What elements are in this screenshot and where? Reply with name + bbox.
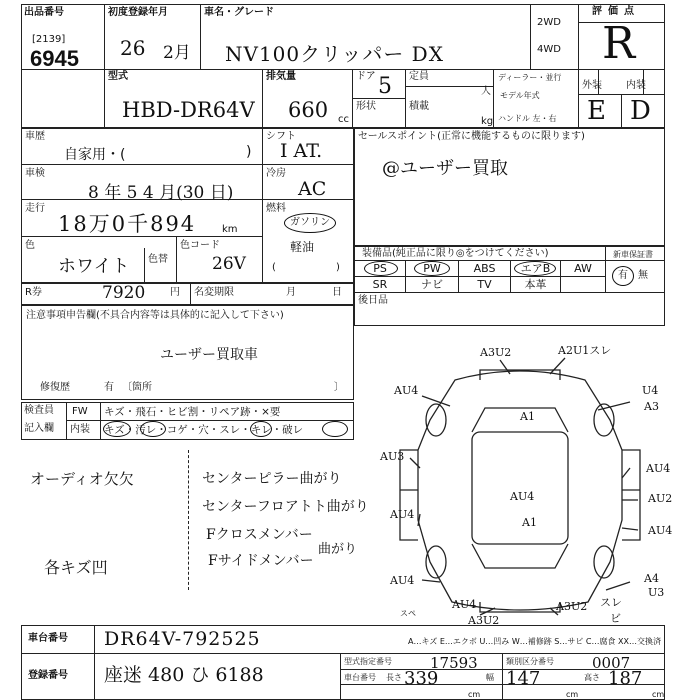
score-label: 評価点 — [592, 6, 640, 17]
fuel-diesel: 軽油 — [290, 240, 315, 254]
inspector-label-2: 記入欄 — [24, 423, 54, 434]
remark-center-floor: センターフロアトト曲がり — [202, 499, 369, 515]
mark-bi-rear: ビ — [610, 612, 621, 625]
chassis-label: 車台番号 — [28, 633, 68, 644]
fuel-gasoline: ガソリン — [290, 217, 330, 228]
damage-legend: A…キズ E…エクボ U…凹み W…補修跡 S…サビ C…腐食 XX…交換済 — [408, 637, 662, 646]
car-roof-outline — [472, 432, 568, 544]
mark-au3-left-door: AU3 — [380, 450, 405, 463]
repair-label: 修復歴 — [40, 382, 70, 393]
remark-center-pillar: センターピラー曲がり — [202, 471, 342, 487]
car-right-doors-outline — [622, 450, 640, 540]
color-code-label: 色コード — [180, 240, 220, 251]
ac-value: AC — [298, 178, 327, 200]
shift-value: I AT. — [280, 140, 323, 162]
mark-au4-front-left: AU4 — [394, 384, 419, 397]
mark-au2-right-rear-door: AU2 — [648, 492, 673, 505]
recycle-unit: 円 — [170, 287, 180, 298]
sales-point-text: @ユーザー買取 — [382, 158, 508, 179]
car-name-label: 車名・グレード — [204, 7, 274, 18]
fw-items: キズ・飛石・ヒビ割・リペア跡・×要 — [104, 406, 281, 418]
repair-has: 有 — [104, 382, 114, 393]
remark-audio: オーディオ欠欠 — [30, 470, 134, 488]
inspector-label-1: 検査員 — [24, 405, 54, 416]
fuel-label: 燃料 — [266, 203, 286, 214]
remark-bent: 曲がり — [318, 542, 358, 557]
mark-a3u2-front: A3U2 — [480, 346, 512, 359]
equip-pw-circle — [414, 261, 450, 276]
plate-label: 登録番号 — [28, 670, 68, 681]
mark-au4-rear-left: AU4 — [452, 598, 477, 611]
remark-f-cross-member: Fクロスメンバー — [206, 527, 313, 543]
mark-a1-hood: A1 — [520, 410, 535, 423]
equip-airbag-circle — [514, 261, 556, 276]
handle-label: ハンドル 左・右 — [498, 114, 557, 123]
height-label: 高さ — [584, 673, 600, 682]
displacement-label: 排気量 — [266, 71, 296, 82]
interior-label: 内装 — [626, 80, 646, 91]
cc-unit: cc — [338, 114, 349, 125]
mark-u3-right-rear: U3 — [648, 586, 665, 599]
remark-f-side-member: Fサイドメンバー — [208, 553, 314, 569]
chassis-value: DR64V-792525 — [104, 628, 261, 650]
name-change-day: 日 — [332, 287, 342, 298]
reg-date-label: 初度登録年月 — [108, 7, 168, 18]
type-number-label: 型式指定番号 — [344, 657, 392, 666]
interior-scratch-circle — [103, 421, 131, 437]
equip-tv: TV — [477, 278, 492, 291]
plate-value: 座迷 480 ひ 6188 — [104, 664, 264, 686]
height-value: 187 — [608, 668, 643, 689]
color-value: ホワイト — [58, 256, 130, 277]
sales-point-block — [354, 128, 665, 246]
equip-pw: PW — [423, 262, 441, 275]
recycle-label: R券 — [25, 287, 42, 298]
mark-au4-left-quarter: AU4 — [390, 574, 415, 587]
lot-number: 6945 — [30, 46, 79, 71]
drive-4wd: 4WD — [537, 44, 561, 55]
length-value: 339 — [404, 668, 439, 689]
name-change-month: 月 — [286, 287, 296, 298]
model-year-label: モデル年式 — [500, 91, 540, 100]
equip-aw: AW — [574, 262, 592, 275]
lot-label: 出品番号 — [24, 7, 64, 18]
class-number-label: 類別区分番号 — [506, 657, 554, 666]
mark-a3u2-rear-right: A3U2 — [556, 600, 588, 613]
car-damage-diagram — [360, 340, 680, 630]
equipment-label: 装備品(純正品に限り◎をつけてください) — [362, 248, 549, 259]
repair-close: 〕 — [334, 382, 344, 393]
model-code: HBD-DR64V — [122, 98, 255, 122]
type-number: 17593 — [430, 654, 478, 672]
history-close: ) — [246, 144, 252, 160]
length-label: 長さ — [386, 673, 402, 682]
reg-month: 2月 — [163, 43, 191, 63]
history-value: 自家用・( — [64, 147, 126, 163]
notes-text: ユーザー買取車 — [160, 347, 258, 363]
capacity-unit: 人 — [481, 86, 491, 97]
car-rear-window-outline — [472, 544, 568, 568]
mark-a3u2-rear: A3U2 — [468, 614, 500, 627]
warranty-yes: 有 — [618, 270, 628, 281]
mark-spare: スペ — [400, 609, 416, 618]
warranty-no: 無 — [638, 270, 648, 281]
overall-score: R — [602, 18, 636, 69]
interior-check-label: 内装 — [70, 424, 90, 435]
mark-a4-right-rear: A4 — [644, 572, 659, 585]
width-value: 147 — [506, 668, 541, 689]
mark-u4-front-right: U4 — [642, 384, 659, 397]
car-name: NV100クリッパー DX — [225, 42, 444, 66]
name-change-label: 名変期限 — [194, 287, 234, 298]
recycle-value: 7920 — [102, 283, 146, 303]
mark-wear-rear: スレ — [600, 596, 622, 609]
exterior-score: E — [587, 96, 606, 126]
mark-a2u1-wear: A2U1スレ — [558, 344, 612, 357]
mark-a1-rear-roof: A1 — [522, 516, 537, 529]
drive-2wd: 2WD — [537, 17, 561, 28]
load-label: 積載 — [409, 101, 429, 112]
recycle-row — [21, 283, 354, 305]
shape-label: 形状 — [356, 101, 376, 112]
width-label: 幅 — [486, 673, 494, 682]
interior-items: キズ・汚レ・コゲ・穴・スレ・キレ・破レ — [104, 424, 304, 436]
history-label: 車歴 — [25, 131, 45, 142]
mileage-label: 走行 — [25, 203, 45, 214]
displacement-value: 660 — [288, 98, 329, 122]
door-count: 5 — [378, 74, 392, 99]
notes-label: 注意事項申告欄(不具合内容等は具体的に記入して下さい) — [26, 310, 284, 321]
fw-label: FW — [72, 406, 88, 417]
interior-wear-circle — [250, 421, 272, 437]
mileage-value: 18万0千894 — [58, 212, 197, 236]
mark-au4-right-quarter: AU4 — [648, 524, 673, 537]
km-unit: km — [222, 224, 238, 235]
equip-airbag: エアB — [520, 262, 551, 275]
class-number: 0007 — [592, 654, 631, 672]
equip-abs: ABS — [473, 262, 496, 275]
color-code: 26V — [212, 254, 246, 274]
inspection-value: 8 年 5 4 月(30 日) — [88, 183, 234, 203]
warranty-label: 新車保証書 — [613, 250, 653, 259]
interior-stain-circle — [140, 421, 166, 437]
repair-place: 〔箇所 — [122, 382, 152, 393]
equip-ps-circle — [364, 261, 398, 276]
width-unit: cm — [566, 690, 579, 699]
inspection-label: 車検 — [25, 168, 45, 179]
interior-score: D — [630, 96, 651, 126]
trim-label: 色替 — [148, 254, 168, 265]
capacity-label: 定員 — [409, 71, 429, 82]
equip-sr: SR — [372, 278, 388, 291]
vin-label: 車台番号 — [344, 673, 376, 682]
door-label: ドア — [356, 71, 376, 82]
mark-au4-left-rear-door: AU4 — [390, 508, 415, 521]
sales-point-label: セールスポイント(正常に機能するものに限ります) — [358, 131, 585, 142]
color-label: 色 — [25, 240, 35, 251]
height-unit: cm — [652, 690, 665, 699]
ac-label: 冷房 — [266, 168, 286, 179]
front-left-wheel-outline — [426, 404, 446, 436]
shift-label: シフト — [266, 131, 296, 142]
remark-scratches-dents: 各キズ凹 — [44, 558, 108, 577]
lot-code: [2139] — [32, 34, 66, 45]
exterior-label: 外装 — [582, 80, 602, 91]
model-label: 型式 — [108, 71, 128, 82]
mark-au4-right-door: AU4 — [646, 462, 671, 475]
length-unit: cm — [468, 690, 481, 699]
reg-year: 26 — [120, 36, 146, 60]
later-items-label: 後日品 — [358, 295, 388, 306]
load-unit: kg — [481, 116, 494, 127]
mark-a3-front-right: A3 — [644, 400, 659, 413]
mark-au4-roof: AU4 — [510, 490, 535, 503]
interior-tear-circle — [322, 421, 348, 437]
equip-navi: ナビ — [421, 278, 443, 291]
equip-leather: 本革 — [524, 278, 547, 291]
equip-ps: PS — [373, 262, 387, 275]
dealer-label: ディーラー・並行 — [498, 73, 562, 82]
